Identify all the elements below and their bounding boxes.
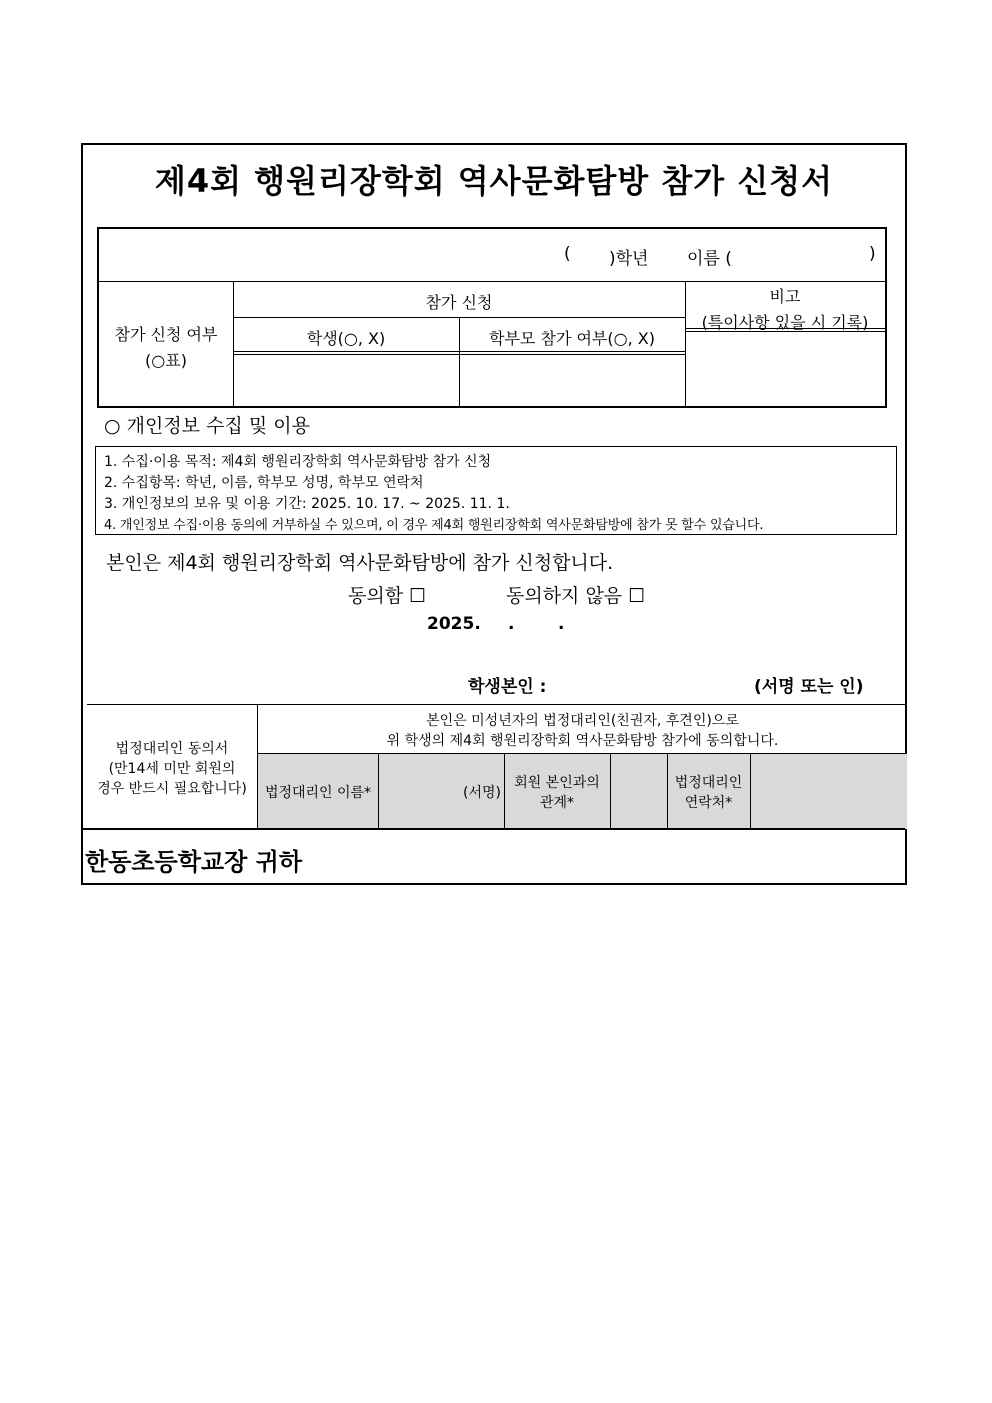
contact-label: 연락처* — [684, 795, 733, 811]
guardian-label: 법정대리인 동의서 — [115, 741, 229, 757]
name-label[interactable]: 이름 ( — [687, 249, 732, 269]
privacy-item: 2. 수집항목: 학년, 이름, 학부모 성명, 학부모 연락처 — [104, 475, 424, 491]
name-close: ) — [869, 244, 876, 264]
date-day-dot: . — [558, 614, 565, 634]
table-divider — [99, 281, 885, 282]
student-apply-cell[interactable] — [234, 355, 458, 407]
guardian-name-label: 법정대리인 이름* — [264, 785, 372, 801]
grade-open: ( — [564, 244, 571, 264]
declaration-text: 본인은 제4회 행원리장학회 역사문화탐방에 참가 신청합니다. — [106, 552, 614, 574]
privacy-item: 3. 개인정보의 보유 및 이용 기간: 2025. 10. 17. ~ 2025. 11. 1. — [104, 496, 510, 512]
remarks-cell[interactable] — [686, 332, 884, 407]
parent-column-header: 학부모 참가 여부(○, X) — [489, 329, 655, 348]
relation-input-cell[interactable] — [611, 754, 666, 828]
form-title: 제4회 행원리장학회 역사문화탐방 참가 신청서 — [154, 162, 834, 200]
guardian-bottom-border — [83, 828, 905, 830]
date-year: 2025. — [427, 614, 481, 634]
parent-apply-cell[interactable] — [460, 355, 684, 407]
remarks-header: 비고 — [769, 287, 801, 306]
apply-group-header: 참가 신청 — [425, 293, 493, 312]
privacy-item: 4. 개인정보 수집·이용 동의에 거부하실 수 있으며, 이 경우 제4회 행원리장학회 역사문화탐방에 참가 못 할수 있습니다. — [104, 518, 764, 533]
table-divider — [233, 317, 685, 318]
contact-label: 법정대리인 — [674, 775, 743, 791]
guardian-sign-label[interactable]: (서명) — [463, 785, 501, 801]
grade-label[interactable]: )학년 — [609, 249, 649, 269]
application-table — [97, 227, 887, 408]
guardian-label-note: (만14세 미만 회원의 — [108, 761, 236, 777]
table-divider — [233, 351, 685, 352]
agree-checkbox[interactable]: 동의함 ☐ — [348, 585, 427, 607]
date-month-dot: . — [508, 614, 515, 634]
addressee: 한동초등학교장 귀하 — [85, 848, 303, 876]
guardian-statement: 본인은 미성년자의 법정대리인(친권자, 후견인)으로 — [426, 713, 739, 729]
table-divider — [378, 753, 379, 829]
guardian-top-border — [87, 704, 907, 705]
disagree-checkbox[interactable]: 동의하지 않음 ☐ — [506, 585, 646, 607]
apply-row-hint: (○표) — [145, 351, 187, 370]
student-column-header: 학생(○, X) — [306, 329, 386, 348]
remarks-hint: (특이사항 있을 시 기록) — [701, 313, 869, 332]
guardian-statement: 위 학생의 제4회 행원리장학회 역사문화탐방 참가에 동의합니다. — [386, 733, 779, 749]
relation-label: 관계* — [539, 795, 575, 811]
privacy-info-box — [95, 446, 897, 535]
apply-row-label: 참가 신청 여부 — [114, 325, 218, 344]
privacy-item: 1. 수집·이용 목적: 제4회 행원리장학회 역사문화탐방 참가 신청 — [104, 454, 492, 470]
contact-input-cell[interactable] — [751, 754, 906, 828]
student-signature-label[interactable]: 학생본인 : — [468, 677, 547, 697]
privacy-heading: ○ 개인정보 수집 및 이용 — [104, 415, 310, 437]
signature-hint: (서명 또는 인) — [754, 677, 864, 697]
guardian-label-note: 경우 반드시 필요합니다) — [97, 781, 247, 797]
relation-label: 회원 본인과의 — [514, 775, 600, 791]
